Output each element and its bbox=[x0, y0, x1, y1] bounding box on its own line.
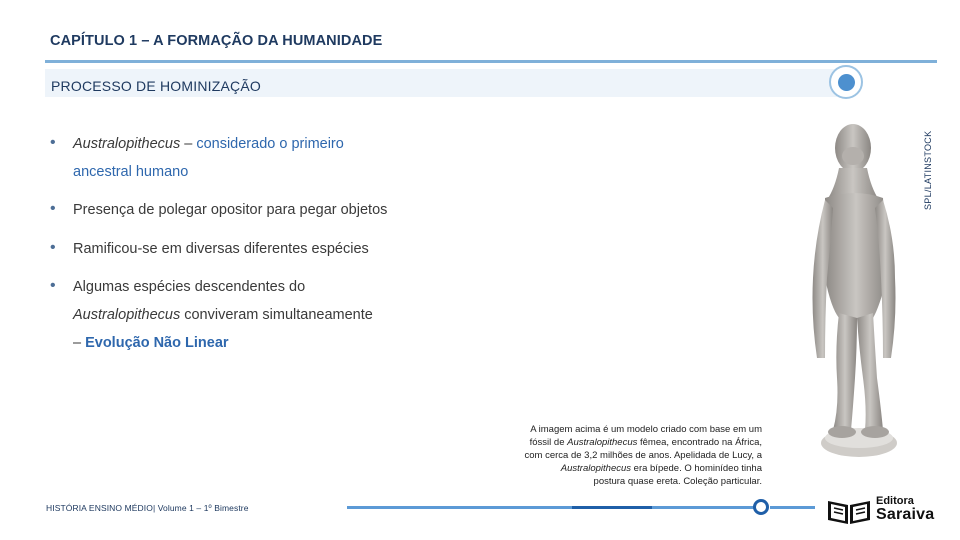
bullet-icon: • bbox=[50, 277, 56, 294]
corner-circle-icon bbox=[829, 65, 863, 99]
image-caption: A imagem acima é um modelo criado com base em um fóssil de Australopithecus fêmea, encontrado na África, com cerca de 3,2 milhões de anos. Apelidada de Lucy, a Australopithecus era bípede. O hominídeo tinha postura quase ereta. Coleção particular. bbox=[524, 424, 762, 487]
footer-text: HISTÓRIA ENSINO MÉDIO| Volume 1 – 1º Bimestre bbox=[46, 503, 249, 513]
footer-line-highlight bbox=[572, 506, 652, 509]
bullet-icon: • bbox=[50, 239, 56, 256]
footer-line bbox=[347, 506, 755, 509]
chapter-divider bbox=[45, 60, 937, 63]
footer-ring-icon bbox=[753, 499, 769, 515]
publisher-logo: Editora Saraiva bbox=[826, 494, 938, 526]
australopithecus-model-image bbox=[795, 108, 920, 468]
bullet-icon: • bbox=[50, 200, 56, 217]
bullet-icon: • bbox=[50, 134, 56, 151]
chapter-title: CAPÍTULO 1 – A FORMAÇÃO DA HUMANIDADE bbox=[50, 33, 383, 49]
image-credit: SPL/LATINSTOCK bbox=[923, 130, 933, 210]
book-icon bbox=[826, 497, 872, 525]
section-title: PROCESSO DE HOMINIZAÇÃO bbox=[51, 78, 261, 94]
footer-line-end bbox=[770, 506, 815, 509]
